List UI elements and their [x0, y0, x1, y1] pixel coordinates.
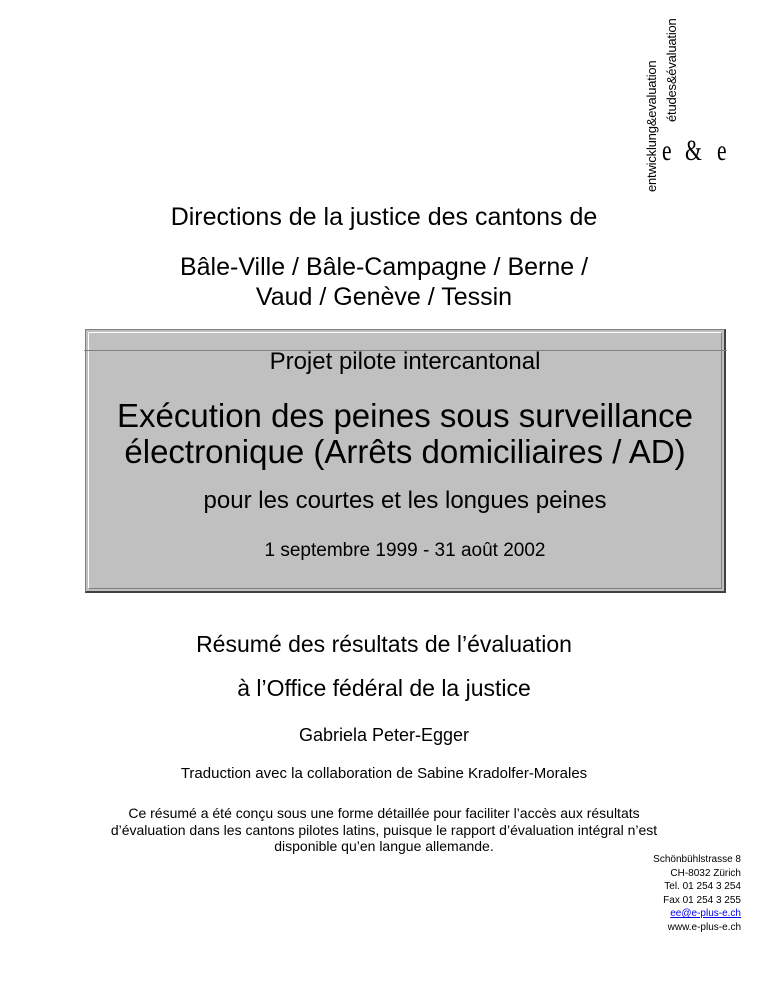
logo-mark-ampersand: & [685, 134, 702, 167]
address-city: CH-8032 Zürich [670, 867, 741, 879]
project-dates: 1 septembre 1999 - 31 août 2002 [264, 540, 546, 561]
logo-mark-e-right: e [717, 134, 727, 167]
cantons-line-1: Bâle-Ville / Bâle-Campagne / Berne / [179, 253, 589, 281]
office-heading: à l’Office fédéral de la justice [237, 675, 531, 701]
website-text: www.e-plus-e.ch [667, 921, 741, 933]
directions-heading: Directions de la justice des cantons de [170, 203, 598, 231]
title-box [85, 329, 726, 593]
logo-text-french: études&évaluation [664, 18, 679, 122]
subtitle-peines: pour les courtes et les longues peines [203, 487, 607, 514]
main-title-line-1: Exécution des peines sous surveillance [116, 397, 693, 434]
translation-credit: Traduction avec la collaboration de Sabine Kradolfer-Morales [180, 765, 588, 782]
contact-address [653, 853, 741, 934]
resume-heading: Résumé des résultats de l’évaluation [196, 631, 572, 657]
address-tel: Tel. 01 254 3 254 [664, 881, 741, 892]
address-street: Schönbühlstrasse 8 [653, 854, 741, 865]
main-title-line-2: électronique (Arrêts domiciliaires / AD) [124, 433, 686, 470]
logo-text-german: entwicklung&evaluation [644, 60, 659, 192]
logo-mark-e-left: e [662, 134, 672, 167]
summary-note-line-1: Ce résumé a été conçu sous une forme détaillée pour faciliter l’accès aux résultats [128, 805, 640, 821]
author-name: Gabriela Peter-Egger [298, 725, 470, 745]
cantons-line-2: Vaud / Genève / Tessin [255, 283, 513, 311]
email-link[interactable]: ee@e-plus-e.ch [670, 908, 741, 919]
summary-note-line-3: disponible qu’en langue allemande. [274, 838, 494, 854]
summary-note [0, 805, 768, 855]
address-fax: Fax 01 254 3 255 [663, 894, 741, 906]
summary-note-line-2: d’évaluation dans les cantons pilotes latins, puisque le rapport d’évaluation intégral n’est [110, 821, 658, 838]
pilot-project-label: Projet pilote intercantonal [269, 348, 541, 375]
